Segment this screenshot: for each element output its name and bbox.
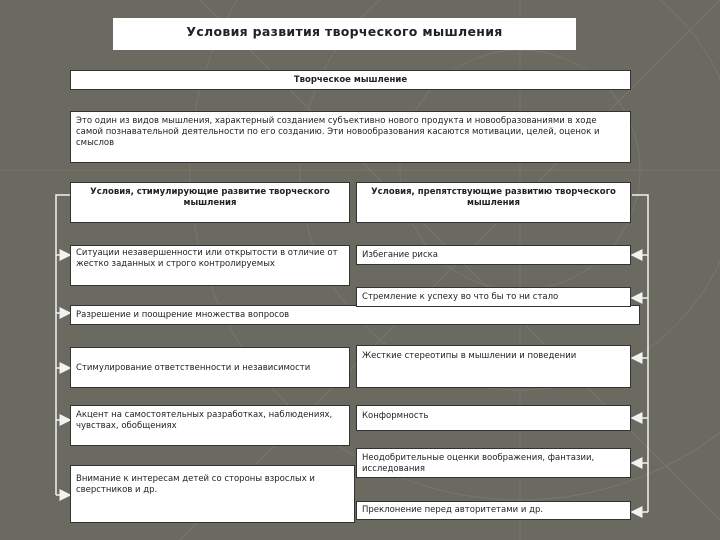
stimulating-header: Условия, стимулирующие развитие творческого мышления: [70, 182, 350, 223]
header-box: Творческое мышление: [70, 70, 631, 90]
hindering-item: Стремление к успеху во что бы то ни стало: [356, 287, 631, 307]
page-title: Условия развития творческого мышления: [113, 18, 576, 50]
stimulating-item: Ситуации незавершенности или открытости в отличие от жестко заданных и строго контролируемых: [70, 245, 350, 286]
hindering-item: Избегание риска: [356, 245, 631, 265]
hindering-item: Преклонение перед авторитетами и др.: [356, 501, 631, 520]
stimulating-item: Разрешение и поощрение множества вопросов: [70, 305, 640, 325]
stimulating-item: Внимание к интересам детей со стороны взрослых и сверстников и др.: [70, 465, 355, 523]
stimulating-item: Стимулирование ответственности и независимости: [70, 347, 350, 388]
hindering-item: Жесткие стереотипы в мышлении и поведении: [356, 345, 631, 388]
stimulating-item: Акцент на самостоятельных разработках, наблюдениях, чувствах, обобщениях: [70, 405, 350, 446]
hindering-header: Условия, препятствующие развитию творческого мышления: [356, 182, 631, 223]
hindering-item: Конформность: [356, 405, 631, 431]
hindering-item: Неодобрительные оценки воображения, фантазии, исследования: [356, 448, 631, 478]
definition-box: Это один из видов мышления, характерный созданием субъективно нового продукта и новообразованиями в ходе самой познавательной деятельности по его созданию. Эти новообразования касаются мотивации, целей, оценок и смыслов: [70, 111, 631, 163]
